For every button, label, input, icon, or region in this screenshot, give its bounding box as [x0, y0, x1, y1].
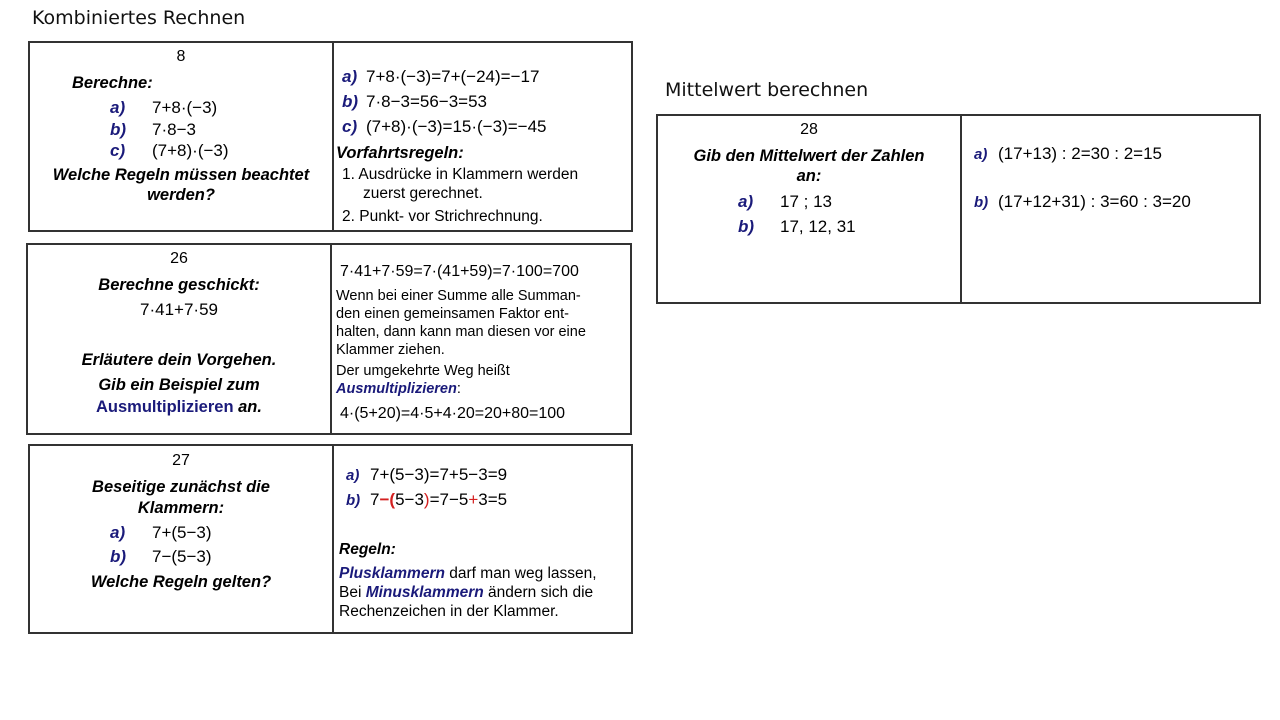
answer-part: =7−5 — [429, 490, 469, 509]
example-prompt: Gib ein Beispiel zum — [98, 376, 260, 394]
example-end: an. — [233, 398, 262, 416]
example-prompt-cont — [28, 398, 330, 417]
colon: : — [456, 381, 461, 397]
item-expr: 7+8·(−3) — [152, 98, 218, 117]
card-27-question — [30, 446, 334, 632]
item-c — [110, 141, 229, 161]
term-ausmultiplizieren: Ausmultiplizieren — [96, 398, 234, 416]
item-a — [110, 523, 212, 543]
prompt-cont: Klammern: — [137, 499, 225, 517]
rule-number: 1. — [342, 166, 355, 183]
answer-a — [342, 67, 539, 87]
answer-b — [974, 192, 1191, 212]
example-expr: 4·(5+20)=4·5+4·20=20+80=100 — [340, 405, 566, 422]
card-number: 8 — [176, 48, 186, 65]
card-number: 27 — [172, 452, 190, 469]
question-cont: werden? — [147, 186, 215, 204]
explanation-line-1: Wenn bei einer Summe alle Summan- — [336, 288, 581, 304]
rule-1-cont: zuerst gerechnet. — [363, 185, 483, 202]
rule-text: darf man weg lassen, — [444, 565, 597, 582]
answer-red-minus-paren: −( — [379, 490, 396, 509]
item-b — [110, 547, 212, 567]
answer-expr: 7+8·(−3)=7+(−24)=−17 — [366, 67, 540, 86]
item-expr: 17, 12, 31 — [780, 217, 856, 236]
card-8 — [28, 41, 633, 232]
item-expr: 7+(5−3) — [152, 523, 212, 542]
item-expr: 7−(5−3) — [152, 547, 212, 566]
answer-expr: (17+13) : 2=30 : 2=15 — [998, 144, 1162, 163]
question: Welche Regeln gelten? — [90, 573, 272, 591]
prompt: Beseitige zunächst die — [92, 478, 270, 496]
answer-red-paren: ) — [423, 490, 430, 509]
answer-label: b) — [342, 92, 359, 111]
answer-a — [346, 465, 507, 485]
prompt: Gib den Mittelwert der Zahlen — [693, 147, 925, 165]
answer-label: b) — [974, 194, 989, 211]
rule-1 — [339, 565, 597, 583]
answer-expr: 7+(5−3)=7+5−3=9 — [370, 465, 508, 484]
answer-label: b) — [346, 492, 361, 509]
item-expr: 17 ; 13 — [780, 192, 832, 211]
card-26 — [26, 243, 632, 435]
term-minusklammern: Minusklammern — [365, 584, 484, 601]
rule-text: ändern sich die — [483, 584, 594, 601]
term-ausmultiplizieren: Ausmultiplizieren — [336, 381, 457, 397]
card-28 — [656, 114, 1261, 304]
item-expr: 7·8−3 — [152, 120, 196, 139]
rule-text: Ausdrücke in Klammern werden — [358, 166, 579, 183]
item-label: a) — [110, 523, 126, 542]
answer-part: 3=5 — [478, 490, 508, 509]
answer-part: 7 — [370, 490, 380, 509]
card-26-question — [28, 245, 332, 433]
item-label: b) — [738, 217, 755, 236]
explanation-line-4: Klammer ziehen. — [336, 342, 445, 358]
answer-b — [342, 92, 487, 112]
expression: 7·41+7·59 — [140, 300, 218, 319]
card-26-answer — [332, 245, 630, 433]
card-number: 28 — [800, 121, 818, 138]
section-title-kombiniertes-rechnen: Kombiniertes Rechnen — [32, 7, 246, 29]
rule-2 — [342, 208, 543, 226]
prompt: Berechne: — [72, 74, 153, 92]
answer-label: a) — [974, 146, 988, 163]
rule-number: 2. — [342, 208, 355, 225]
answer-expr: 7·41+7·59=7·(41+59)=7·100=700 — [340, 263, 579, 280]
explanation-line-2: den einen gemeinsamen Faktor ent- — [336, 306, 569, 322]
rules-heading: Regeln: — [339, 541, 396, 558]
card-27-answer — [334, 446, 631, 632]
rule-text: Bei — [339, 584, 366, 601]
answer-b — [346, 490, 507, 510]
card-8-answer — [334, 43, 631, 230]
rule-1 — [342, 166, 578, 184]
explain-prompt: Erläutere dein Vorgehen. — [81, 351, 277, 369]
answer-expr: 7·8−3=56−3=53 — [366, 92, 488, 111]
reverse-term-line — [336, 381, 461, 397]
card-28-answer — [962, 116, 1259, 302]
explanation-line-3: halten, dann kann man diesen vor eine — [336, 324, 586, 340]
item-expr: (7+8)·(−3) — [152, 141, 229, 160]
item-a — [110, 98, 217, 118]
item-label: b) — [110, 120, 127, 139]
rule-3: Rechenzeichen in der Klammer. — [339, 603, 559, 620]
item-label: a) — [110, 98, 126, 117]
rule-2 — [339, 584, 593, 602]
item-b — [738, 217, 856, 237]
answer-expr: (17+12+31) : 3=60 : 3=20 — [998, 192, 1191, 211]
answer-label: a) — [346, 467, 360, 484]
section-title-mittelwert: Mittelwert berechnen — [665, 79, 869, 101]
answer-part: 5−3 — [395, 490, 424, 509]
item-a — [738, 192, 832, 212]
rule-text: Punkt- vor Strichrechnung. — [359, 208, 543, 225]
answer-red-plus: + — [468, 490, 479, 509]
answer-label: c) — [342, 117, 358, 136]
answer-c — [342, 117, 547, 137]
card-8-question — [30, 43, 334, 230]
answer-label: a) — [342, 67, 358, 86]
term-plusklammern: Plusklammern — [339, 565, 445, 582]
item-label: c) — [110, 141, 126, 160]
rules-heading: Vorfahrtsregeln: — [336, 144, 464, 162]
reverse-line: Der umgekehrte Weg heißt — [336, 363, 510, 379]
item-label: a) — [738, 192, 754, 211]
card-28-question — [658, 116, 962, 302]
item-label: b) — [110, 547, 127, 566]
answer-a — [974, 144, 1162, 164]
card-27 — [28, 444, 633, 634]
question: Welche Regeln müssen beachtet — [52, 166, 310, 184]
prompt: Berechne geschickt: — [98, 276, 260, 294]
item-b — [110, 120, 196, 140]
prompt-cont: an: — [796, 167, 822, 185]
answer-expr: (7+8)·(−3)=15·(−3)=−45 — [366, 117, 547, 136]
card-number: 26 — [170, 250, 188, 267]
